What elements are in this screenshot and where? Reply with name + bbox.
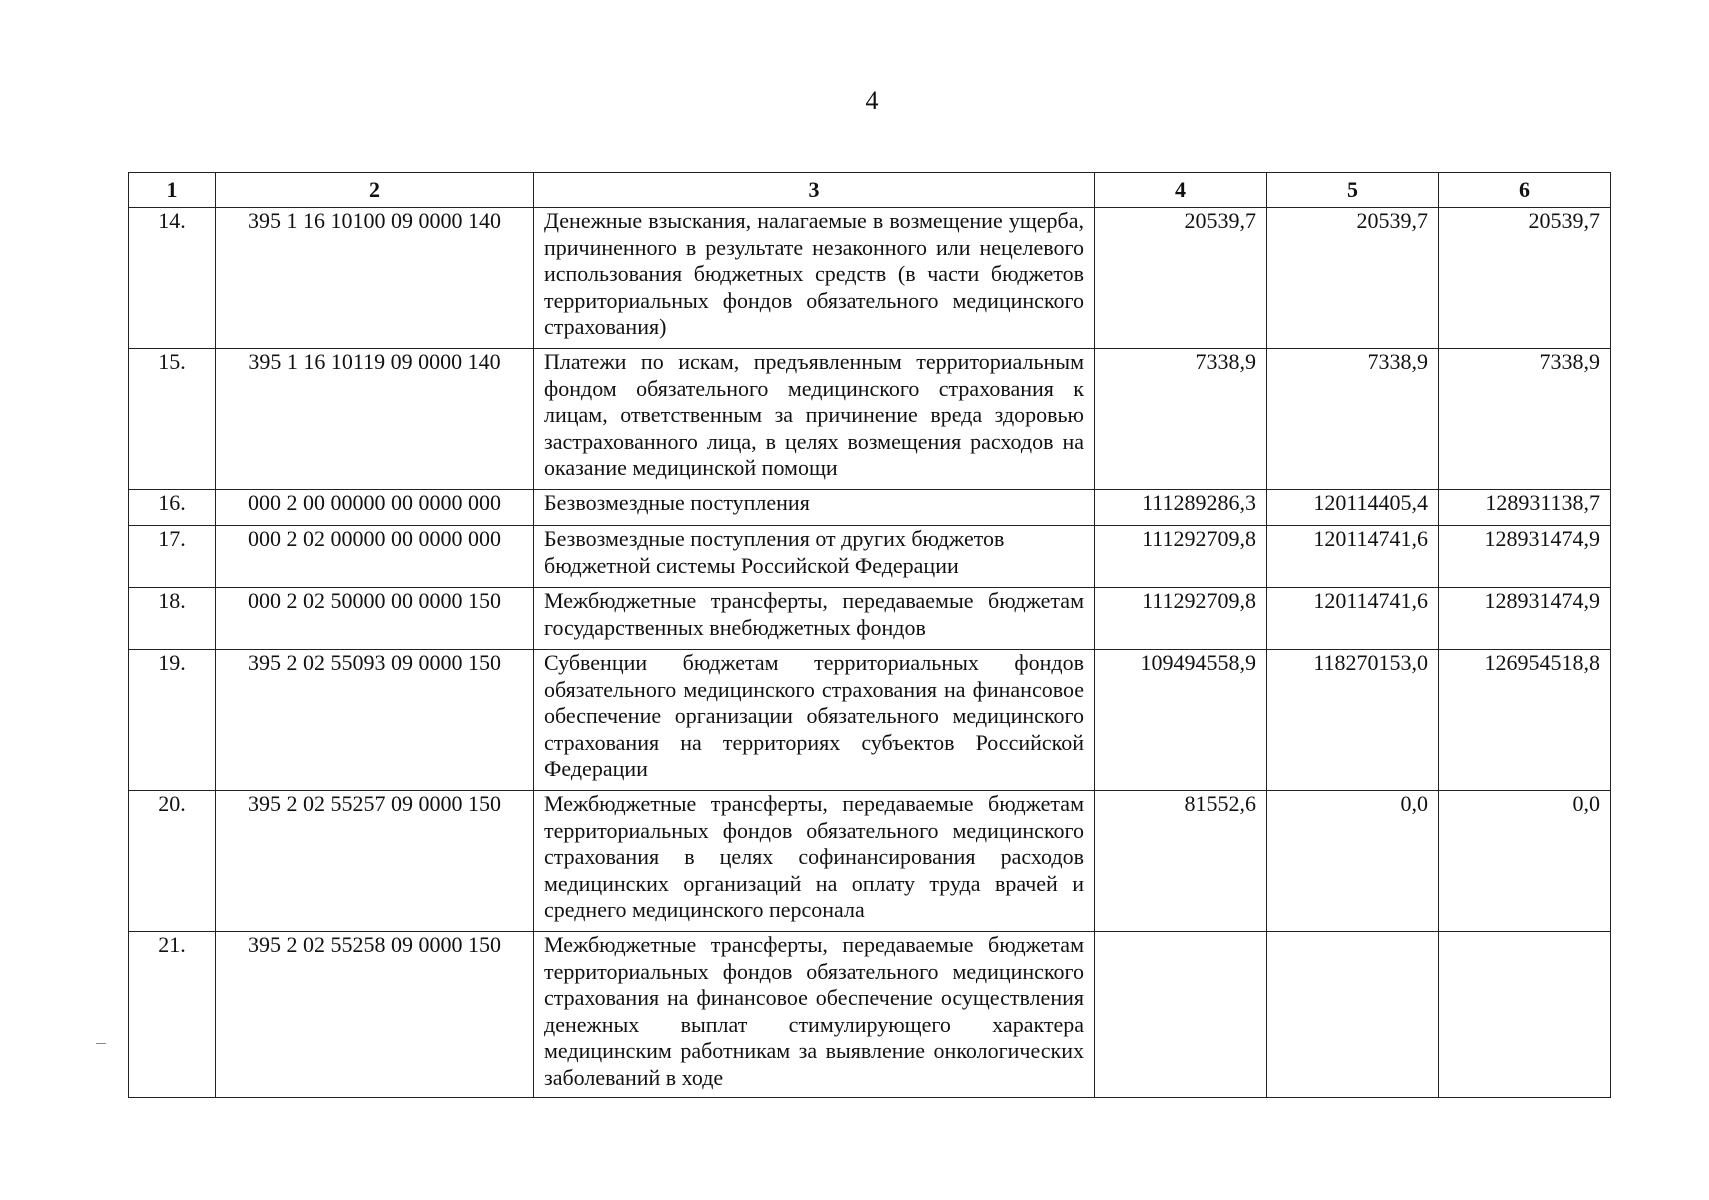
budget-code: 395 2 02 55093 09 0000 150 [216,650,534,791]
value-col-4: 111292709,8 [1095,526,1267,588]
table-row [129,208,1611,349]
header-col-1: 1 [129,173,216,208]
value-col-4: 111289286,3 [1095,490,1267,526]
value-col-6: 128931474,9 [1439,526,1611,588]
table-row [129,650,1611,791]
value-col-4 [1095,932,1267,1098]
row-number: 18. [129,588,216,650]
value-col-6: 126954518,8 [1439,650,1611,791]
income-name: Межбюджетные трансферты, передаваемые бюджетам территориальных фондов обязательного медицинского страхования на финансовое обеспечение осуществления денежных выплат стимулирующего характера медицинским работникам за выявление онкологических заболеваний в ходе [534,932,1095,1098]
budget-code: 395 2 02 55257 09 0000 150 [216,791,534,932]
income-name: Межбюджетные трансферты, передаваемые бюджетам территориальных фондов обязательного медицинского страхования в целях софинансирования расходов медицинских организаций на оплату труда врачей и среднего медицинского персонала [534,791,1095,932]
value-col-5: 118270153,0 [1267,650,1439,791]
header-col-5: 5 [1267,173,1439,208]
value-col-5: 7338,9 [1267,349,1439,490]
row-number: 16. [129,490,216,526]
table-row [129,526,1611,588]
header-col-3: 3 [534,173,1095,208]
table-row [129,490,1611,526]
value-col-5 [1267,932,1439,1098]
row-number: 15. [129,349,216,490]
value-col-6: 128931138,7 [1439,490,1611,526]
income-name: Денежные взыскания, налагаемые в возмещение ущерба, причиненного в результате незаконного или нецелевого использования бюджетных средств (в части бюджетов территориальных фондов обязательного медицинского страхования) [534,208,1095,349]
budget-table [128,172,1611,1098]
budget-code: 395 1 16 10100 09 0000 140 [216,208,534,349]
table-row [129,791,1611,932]
table-row [129,349,1611,490]
value-col-4: 7338,9 [1095,349,1267,490]
row-number: 21. [129,932,216,1098]
income-name: Межбюджетные трансферты, передаваемые бюджетам государственных внебюджетных фондов [534,588,1095,650]
value-col-5: 120114405,4 [1267,490,1439,526]
income-name: Безвозмездные поступления [534,490,1095,526]
header-col-6: 6 [1439,173,1611,208]
income-name: Платежи по искам, предъявленным территориальным фондом обязательного медицинского страхования к лицам, ответственным за причинение вреда здоровью застрахованного лица, в целях возмещения расходов на оказание медицинской помощи [534,349,1095,490]
value-col-6 [1439,932,1611,1098]
row-number: 20. [129,791,216,932]
value-col-6: 128931474,9 [1439,588,1611,650]
value-col-5: 0,0 [1267,791,1439,932]
budget-code: 000 2 02 50000 00 0000 150 [216,588,534,650]
value-col-5: 20539,7 [1267,208,1439,349]
value-col-5: 120114741,6 [1267,526,1439,588]
row-number: 14. [129,208,216,349]
table-row [129,588,1611,650]
row-number: 19. [129,650,216,791]
value-col-4: 109494558,9 [1095,650,1267,791]
page-number: 4 [865,86,879,115]
budget-code: 000 2 00 00000 00 0000 000 [216,490,534,526]
margin-mark [96,1043,106,1044]
income-name: Субвенции бюджетам территориальных фондов обязательного медицинского страхования на финансовое обеспечение организации обязательного медицинского страхования на территориях субъектов Российской Федерации [534,650,1095,791]
income-name: Безвозмездные поступления от других бюджетов бюджетной системы Российской Федерации [534,526,1095,588]
value-col-4: 20539,7 [1095,208,1267,349]
header-row [129,173,1611,208]
budget-code: 395 2 02 55258 09 0000 150 [216,932,534,1098]
value-col-6: 0,0 [1439,791,1611,932]
row-number: 17. [129,526,216,588]
value-col-5: 120114741,6 [1267,588,1439,650]
table-row [129,932,1611,1098]
value-col-6: 7338,9 [1439,349,1611,490]
budget-code: 000 2 02 00000 00 0000 000 [216,526,534,588]
value-col-4: 111292709,8 [1095,588,1267,650]
header-col-2: 2 [216,173,534,208]
budget-code: 395 1 16 10119 09 0000 140 [216,349,534,490]
header-col-4: 4 [1095,173,1267,208]
value-col-4: 81552,6 [1095,791,1267,932]
value-col-6: 20539,7 [1439,208,1611,349]
